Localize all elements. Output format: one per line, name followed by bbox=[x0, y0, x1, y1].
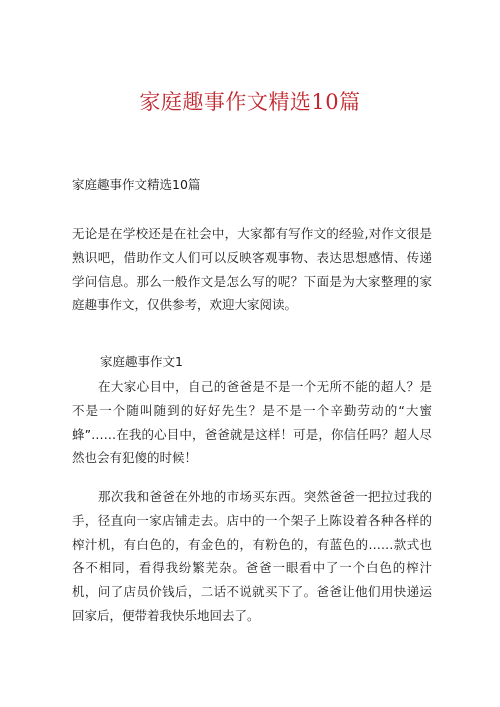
intro-paragraph: 无论是在学校还是在社会中，大家都有写作文的经验,对作文很是熟识吧，借助作文人们可以反映客观事物、表达思想感情、传递学问信息。那么一般作文是怎么写的呢？下面是为大家整理的家庭趣事作文，仅供参考，欢迎大家阅读。 bbox=[72, 226, 432, 313]
body-paragraph-2: 那次我和爸爸在外地的市场买东西。突然爸爸一把拉过我的手，径直向一家店铺走去。店中的一个架子上陈设着各种各样的榨汁机，有白色的，有金色的，有粉色的，有蓝色的……款式也各不相同，看得我纷繁芜杂。爸爸一眼看中了一个白色的榨汁机，问了店员价钱后，二话不说就买下了。爸爸让他们用快递运回家后，便带着我快乐地回去了。 bbox=[72, 489, 432, 623]
document-title: 家庭趣事作文精选10篇 bbox=[139, 90, 361, 114]
document-subtitle: 家庭趣事作文精选10篇 bbox=[72, 177, 201, 192]
section-heading: 家庭趣事作文1 bbox=[100, 354, 183, 369]
body-paragraph-1: 在大家心目中，自己的爸爸是不是一个无所不能的超人？是不是一个随叫随到的好好先生？是不是一个辛勤劳动的“大蜜蜂”……在我的心目中，爸爸就是这样！可是，你信任吗？超人尽然也会有犯傻的时候！ bbox=[72, 379, 432, 466]
